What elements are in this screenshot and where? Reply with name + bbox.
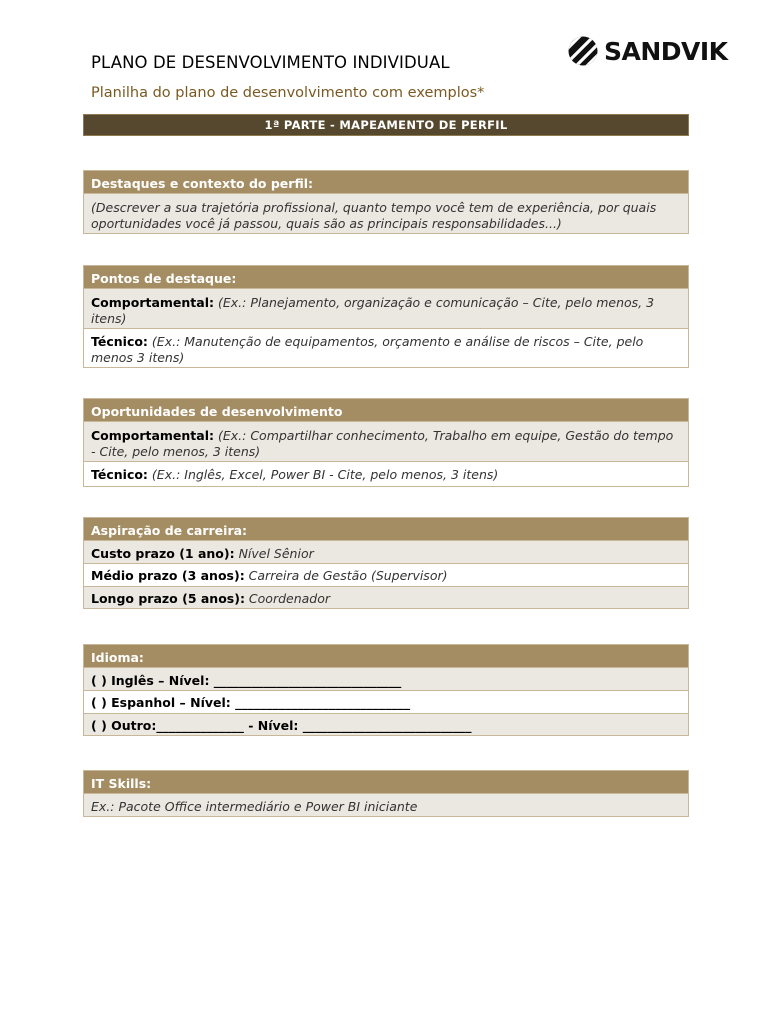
- section-row: [84, 288, 688, 328]
- row-label: Custo prazo (1 ano):: [91, 546, 235, 561]
- section-row: [84, 421, 688, 461]
- section-language: [83, 644, 689, 736]
- section-highlights: [83, 265, 689, 368]
- row-text: (Ex.: Inglês, Excel, Power BI - Cite, pelo menos, 3 itens): [151, 467, 499, 482]
- language-english-line: ( ) Inglês – Nível: ______________________________: [91, 673, 402, 688]
- section-header: IT Skills:: [84, 771, 688, 793]
- row-text: Nível Sênior: [238, 546, 314, 561]
- section-header: Aspiração de carreira:: [84, 518, 688, 540]
- section-row: [84, 328, 688, 367]
- row-text: (Ex.: Manutenção de equipamentos, orçamento e análise de riscos – Cite, pelo menos 3 itens): [91, 334, 644, 365]
- section-opportunities: [83, 398, 689, 487]
- section-row: [84, 793, 688, 816]
- section-profile-context: [83, 170, 689, 234]
- row-text: Ex.: Pacote Office intermediário e Power BI iniciante: [91, 799, 418, 814]
- logo-text: SANDVIK: [604, 36, 728, 66]
- row-text: Carreira de Gestão (Supervisor): [248, 568, 448, 583]
- section-row: [84, 713, 688, 735]
- language-other-line: ( ) Outro:______________ - Nível: ___________________________: [91, 718, 472, 733]
- document-title: PLANO DE DESENVOLVIMENTO INDIVIDUAL: [91, 53, 450, 72]
- row-label: Técnico:: [91, 334, 148, 349]
- row-text: (Ex.: Compartilhar conhecimento, Trabalho em equipe, Gestão do tempo - Cite, pelo menos, 3 itens): [91, 428, 674, 459]
- section-row: [84, 690, 688, 713]
- row-text: (Ex.: Planejamento, organização e comunicação – Cite, pelo menos, 3 itens): [91, 295, 655, 326]
- section-row: [84, 193, 688, 233]
- sandvik-logo: [568, 35, 728, 67]
- row-label: Longo prazo (5 anos):: [91, 591, 245, 606]
- section-header: Oportunidades de desenvolvimento: [84, 399, 688, 421]
- row-label: Técnico:: [91, 467, 148, 482]
- section-row: [84, 461, 688, 486]
- section-row: [84, 586, 688, 608]
- section-career-aspiration: [83, 517, 689, 609]
- part-title-bar: 1ª PARTE - MAPEAMENTO DE PERFIL: [83, 114, 689, 136]
- row-label: Comportamental:: [91, 295, 214, 310]
- section-row: [84, 540, 688, 563]
- section-it-skills: [83, 770, 689, 817]
- section-row: [84, 667, 688, 690]
- section-header: Pontos de destaque:: [84, 266, 688, 288]
- row-text: Coordenador: [248, 591, 331, 606]
- row-label: Médio prazo (3 anos):: [91, 568, 245, 583]
- section-header: Destaques e contexto do perfil:: [84, 171, 688, 193]
- sandvik-logo-icon: [568, 36, 598, 66]
- section-row: [84, 563, 688, 586]
- row-text: (Descrever a sua trajetória profissional, quanto tempo você tem de experiência, por quais oportunidades você já passou, quais são as principais responsabilidades...): [91, 200, 657, 231]
- section-header: Idioma:: [84, 645, 688, 667]
- language-spanish-line: ( ) Espanhol – Nível: ____________________________: [91, 695, 411, 710]
- document-subtitle: Planilha do plano de desenvolvimento com exemplos*: [91, 85, 485, 101]
- row-label: Comportamental:: [91, 428, 214, 443]
